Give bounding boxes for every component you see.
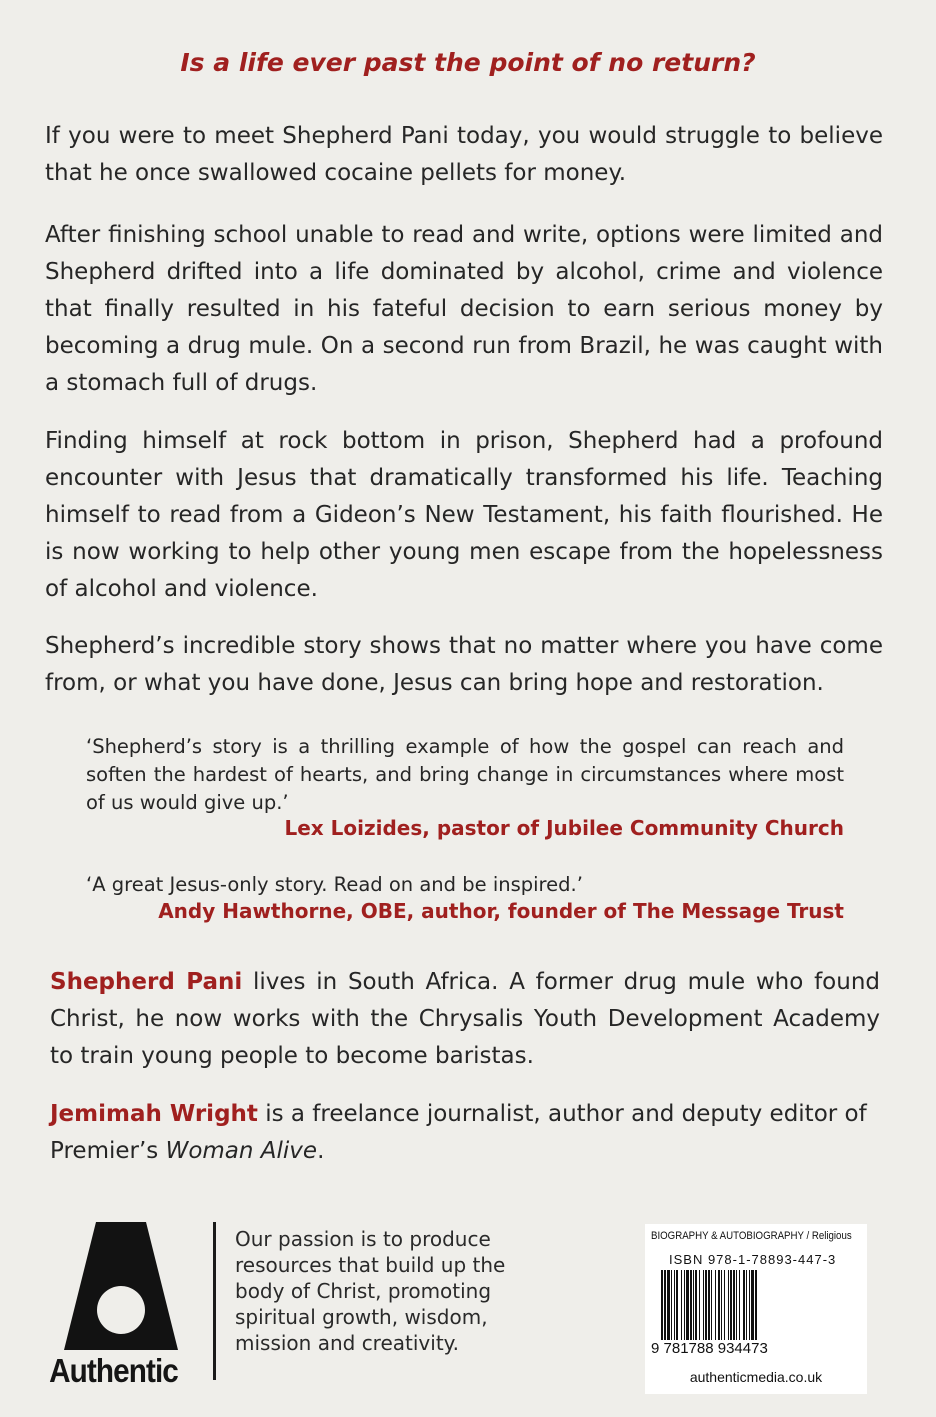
- endorsement-attribution: Lex Loizides, pastor of Jubilee Community Church: [284, 816, 844, 840]
- author-name: Jemimah Wright: [50, 1101, 258, 1127]
- publisher-logo-icon: [46, 1222, 196, 1352]
- blurb-paragraph: After finishing school unable to read and write, options were limited and Shepherd drifted into a life dominated by alcohol, crime and violence that finally resulted in his fateful decision to earn serious money by becoming a drug mule. On a second run from Brazil, he was caught with a stomach full of drugs.: [45, 222, 883, 396]
- author-bio-text: lives in South Africa. A former drug mule who found Christ, he now works with the Chrysalis Youth Development Academy to train young people to become baristas.: [50, 969, 880, 1069]
- author-name: Shepherd Pani: [50, 969, 243, 995]
- author-bio: [50, 964, 880, 1075]
- endorsement-attribution: Andy Hawthorne, OBE, author, founder of The Message Trust: [158, 899, 844, 923]
- barcode-digits: 9 781788 934473: [651, 1340, 768, 1357]
- magazine-title: Woman Alive: [165, 1138, 318, 1164]
- tagline: Is a life ever past the point of no return?: [180, 48, 756, 77]
- publisher-logo-text: Authentic: [49, 1352, 178, 1389]
- endorsement-quote: ‘Shepherd’s story is a thrilling example of how the gospel can reach and soften the hardest of hearts, and bring change in circumstances where most of us would give up.’: [86, 735, 844, 814]
- logo-divider: [213, 1222, 216, 1380]
- barcode-panel: [645, 1224, 867, 1394]
- bisac-category: BIOGRAPHY & AUTOBIOGRAPHY / Religious: [651, 1230, 852, 1242]
- barcode-bars: [659, 1270, 851, 1342]
- publisher-website: authenticmedia.co.uk: [689, 1369, 823, 1385]
- endorsement-quote: ‘A great Jesus-only story. Read on and be inspired.’: [86, 873, 583, 896]
- publisher-logo: [46, 1222, 196, 1392]
- author-bio-text: is a freelance journalist, author and deputy editor of Premier’s: [50, 1101, 867, 1164]
- isbn-label: ISBN 978-1-78893-447-3: [669, 1252, 837, 1267]
- blurb-paragraph: Shepherd’s incredible story shows that no matter where you have come from, or what you have done, Jesus can bring hope and restoration.: [45, 633, 883, 696]
- author-bio-end: .: [317, 1138, 325, 1164]
- publisher-mission: Our passion is to produce resources that build up the body of Christ, promoting spiritual growth, wisdom, mission and creativity.: [235, 1227, 506, 1355]
- blurb-paragraph: If you were to meet Shepherd Pani today, you would struggle to believe that he once swallowed cocaine pellets for money.: [45, 123, 883, 186]
- author-bio: [50, 1096, 880, 1170]
- blurb-paragraph: Finding himself at rock bottom in prison, Shepherd had a profound encounter with Jesus that dramatically transformed his life. Teaching himself to read from a Gideon’s New Testament, his faith flourished. He is now working to help other young men escape from the hopelessness of alcohol and violence.: [45, 428, 883, 602]
